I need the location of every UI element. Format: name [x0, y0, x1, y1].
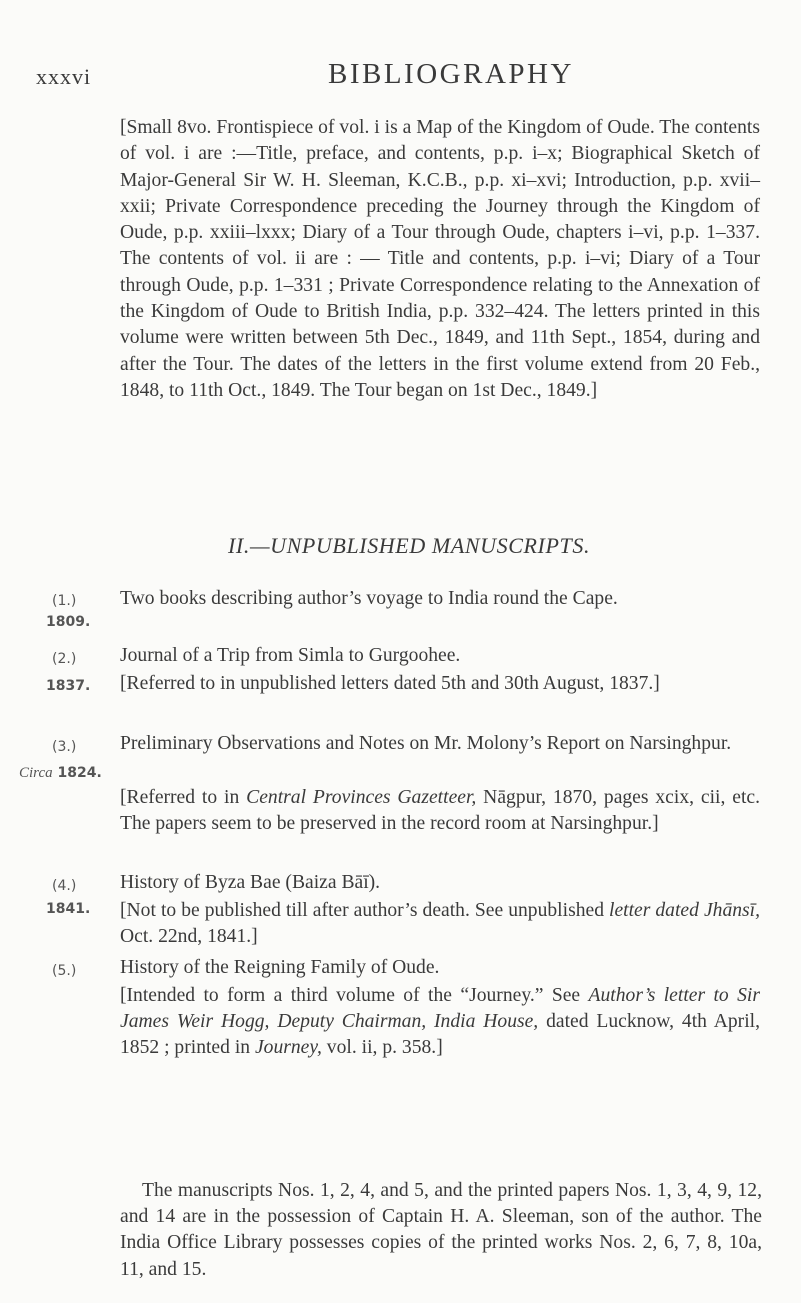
note-text: Oct. 22nd, 1841.] [120, 926, 258, 948]
circa-label: Circa [19, 765, 53, 781]
entry-year [19, 764, 102, 782]
entry-note [120, 983, 760, 1062]
running-head: BIBLIOGRAPHY [328, 58, 574, 90]
intro-paragraph: [Small 8vo. Frontispiece of vol. i is a Map of the Kingdom of Oude. The contents of vol. i are :—Title, preface, and contents, p.p. i–x; Biographical Sketch of Major-General Sir W. H. Sleeman, K.C.B., p.p. xi–xvi; Introduction, p.p. xvii–xxii; Private Correspondence preceding the Journey through the Kingdom of Oude, p.p. xxiii–lxxx; Diary of a Tour through Oude, chapters i–vi, p.p. 1–337. The contents of vol. ii are : — Title and contents, p.p. i–vi; Diary of a Tour through Oude, p.p. 1–331 ; Private Correspondence relating to the Annexation of the Kingdom of Oude to British India, p.p. 332–424. The letters printed in this volume were written between 5th Dec., 1849, and 11th Sept., 1854, during and after the Tour. The dates of the letters in the first volume extend from 20 Feb., 1848, to 11th Oct., 1849. The Tour began on 1st Dec., 1849.] [120, 117, 760, 401]
entry-year: 1837. [46, 678, 91, 694]
entry-number: (5.) [52, 963, 77, 979]
note-text: dated Lucknow, 4th April, 1852 ; printed in [120, 1011, 760, 1059]
entry-year-value: 1824. [57, 765, 102, 781]
entry-number: (4.) [52, 878, 77, 894]
note-text: [Not to be published till after author’s death. See unpublished [120, 900, 610, 921]
closing-paragraph: The manuscripts Nos. 1, 2, 4, and 5, and the printed papers Nos. 1, 3, 4, 9, 12, and 14 are in the possession of Captain H. A. Sleeman, son of the author. The India Office Library possesses copies of the printed works Nos. 2, 6, 7, 8, 10a, 11, and 15. [120, 1180, 762, 1280]
page-header [0, 56, 801, 96]
entry-number: (3.) [52, 739, 77, 755]
entry-note [120, 785, 760, 837]
note-text: Nāgpur, 1870, pages xcix, cii, etc. The papers seem to be preserved in the record room at Narsinghpur.] [120, 787, 760, 835]
note-text: [Intended to form a third volume of the “Journey.” See [120, 985, 589, 1006]
page-number: xxxvi [36, 64, 92, 89]
entry-year: 1809. [46, 614, 91, 630]
note-italic: letter dated Jhānsī, [609, 900, 761, 921]
note-text: [Referred to in [120, 787, 247, 808]
note-italic: Journey, [254, 1037, 322, 1059]
section-title: II.—UNPUBLISHED MANUSCRIPTS. [228, 533, 591, 558]
entry-note [120, 898, 760, 950]
entry-number: (2.) [52, 651, 77, 667]
note-text: vol. ii, p. 358.] [321, 1037, 443, 1059]
entry-title: History of Byza Bae (Baiza Bāī). [120, 872, 381, 893]
note-italic: Author’s letter to Sir James Weir Hogg, Deputy Chairman, India House, [120, 985, 760, 1033]
entry-number: (1.) [52, 593, 77, 609]
entry-title: Journal of a Trip from Simla to Gurgoohee. [120, 645, 461, 666]
entry-year: 1841. [46, 901, 91, 917]
entry-title: Preliminary Observations and Notes on Mr. Molony’s Report on Narsinghpur. [120, 733, 732, 754]
note-italic: Central Provinces Gazetteer, [246, 787, 477, 808]
entry-title: Two books describing author’s voyage to India round the Cape. [120, 588, 618, 609]
entry-note: [Referred to in unpublished letters dated 5th and 30th August, 1837.] [120, 673, 660, 694]
entry-title: History of the Reigning Family of Oude. [120, 957, 440, 978]
